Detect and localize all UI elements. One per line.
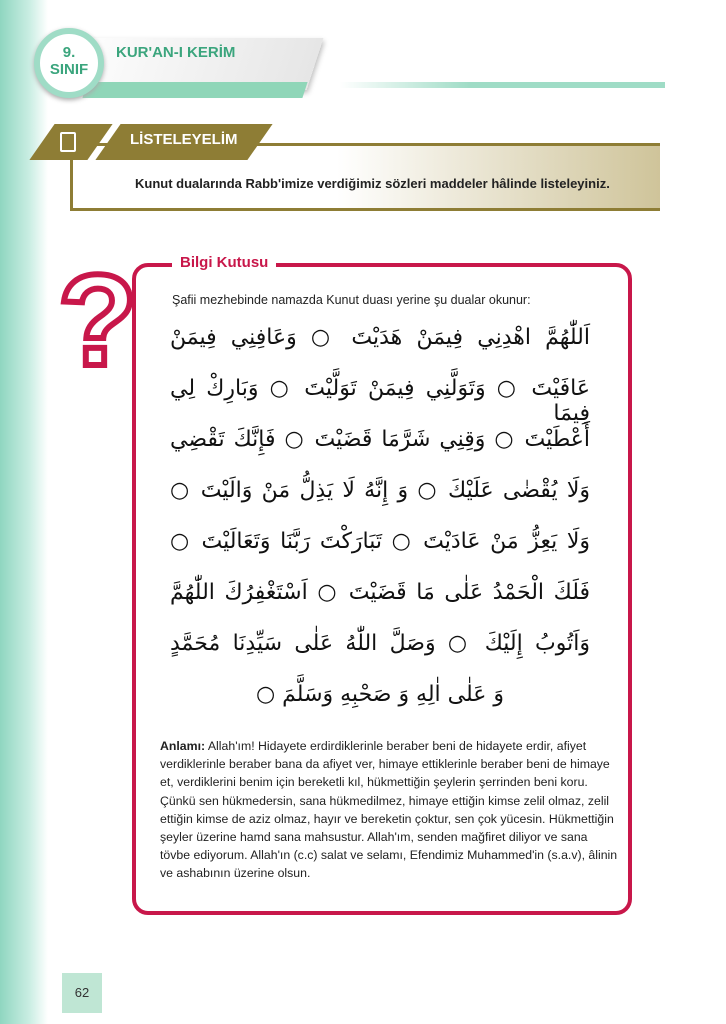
grade-badge: [34, 28, 104, 98]
arabic-line: أَعْطَيْتَ ○ وَقِنِي شَرَّمَا قَضَيْتَ ○ فَإِنَّكَ تَقْضِي: [170, 427, 590, 452]
activity-instruction: Kunut dualarında Rabb'imize verdiğimiz sözleri maddeler hâlinde listeleyiniz.: [135, 176, 610, 191]
grade-number: 9.: [62, 44, 76, 61]
info-intro: Şafii mezhebinde namazda Kunut duası yerine şu dualar okunur:: [172, 293, 531, 307]
arabic-line: وَ عَلٰى اٰلِهِ وَ صَحْبِهِ وَسَلَّمَ ○: [255, 682, 505, 707]
page-number: 62: [62, 973, 102, 1013]
meaning-paragraph: [160, 737, 620, 883]
header-accent: [82, 82, 307, 98]
meaning-label: Anlamı:: [160, 739, 206, 753]
header-divider: [340, 82, 665, 88]
arabic-line: وَلَا يَعِزُّ مَنْ عَادَيْتَ ○ تَبَارَكْتَ رَبَّنَا وَتَعَالَيْتَ ○: [170, 529, 590, 554]
activity-title: LİSTELEYELİM: [130, 131, 238, 148]
course-title: KUR'AN-I KERİM: [116, 44, 236, 61]
info-box-title: Bilgi Kutusu: [172, 254, 276, 271]
arabic-line: فَلَكَ الْحَمْدُ عَلٰى مَا قَضَيْتَ ○ اَسْتَغْفِرُكَ اللّٰهُمَّ: [170, 580, 590, 605]
arabic-line: اَللّٰهُمَّ اهْدِنِي فِيمَنْ هَدَيْتَ ○ وَعَافِنِي فِيمَنْ: [170, 325, 590, 350]
note-pencil-icon: [60, 132, 76, 152]
arabic-line: وَلَا يُقْضٰى عَلَيْكَ ○ وَ إِنَّهُ لَا يَذِلُّ مَنْ وَالَيْتَ ○: [170, 478, 590, 503]
question-mark-icon: ?: [58, 247, 138, 393]
grade-label: SINIF: [49, 61, 89, 78]
arabic-line: وَاَتُوبُ إِلَيْكَ ○ وَصَلَّ اللّٰهُ عَلٰى سَيِّدِنَا مُحَمَّدٍ: [170, 631, 590, 656]
arabic-line: عَافَيْتَ ○ وَتَوَلَّنِي فِيمَنْ تَوَلَّيْتَ ○ وَبَارِكْ لِي فِيمَا: [170, 376, 590, 426]
meaning-text: Allah'ım! Hidayete erdirdiklerinle beraber beni de hidayete erdir, afiyet verdiklerinle beraber bana da afiyet ver, himaye ettiklerinle beraber beni de himaye et, verdiklerini benim için bereketli kıl, hükmettiğin şeylerin şerrinden beni koru. Çünkü sen hükmedersin, sana hükmedilmez, himaye ettiğin kimse zelil olmaz, zelil ettiğin kimse de aziz olmaz, hayır ve bereketin çoktur, sen çok yücesin. Hükmettiğin şeyler üzerine hamd sana mahsustur. Allah'ım, senden mağfiret diliyor ve sana tövbe ediyorum. Allah'ın (c.c) salat ve selamı, Efendimiz Muhammed'in (s.a.v), âlinin ve ashabının üzerine olsun.: [160, 739, 618, 881]
arabic-prayer: [170, 325, 590, 733]
